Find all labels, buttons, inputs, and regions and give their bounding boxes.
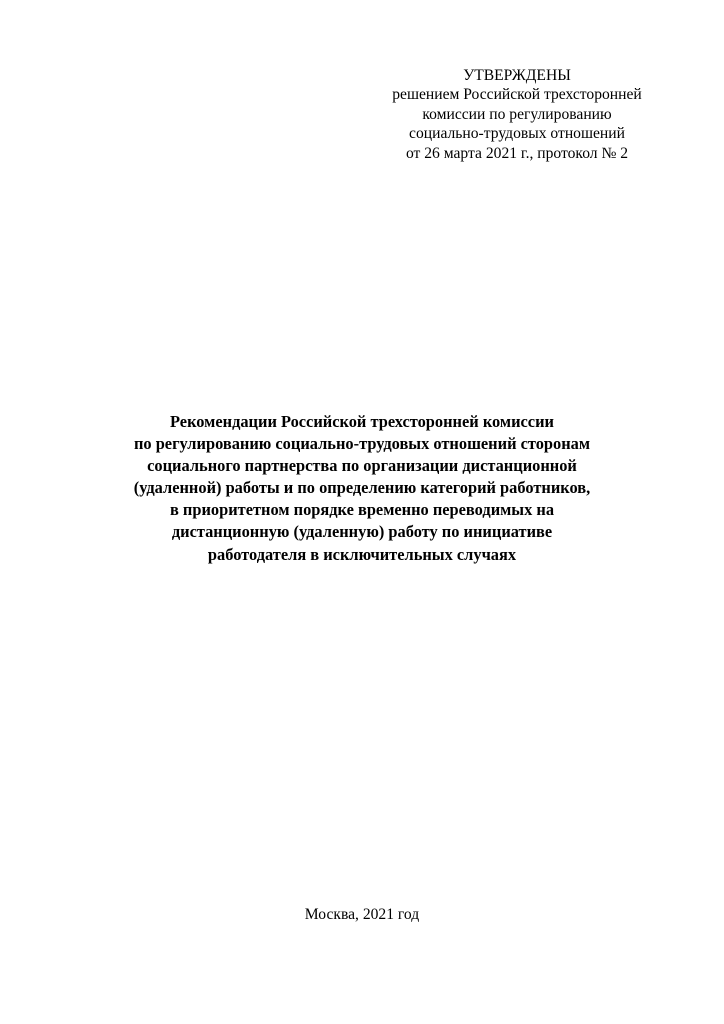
document-title — [70, 411, 654, 566]
title-line: работодателя в исключительных случаях — [207, 544, 517, 564]
title-line: (удаленной) работы и по определению категорий работников, — [133, 478, 591, 498]
approval-line: комиссии по регулированию — [422, 105, 612, 123]
approval-line: УТВЕРЖДЕНЫ — [463, 67, 571, 84]
title-line: социального партнерства по организации дистанционной — [147, 456, 577, 476]
approval-line: социально-трудовых отношений — [409, 125, 625, 143]
title-line: в приоритетном порядке временно переводимых на — [169, 500, 555, 520]
approval-line: от 26 марта 2021 г., протокол № 2 — [405, 144, 629, 162]
title-line: Рекомендации Российской трехсторонней комиссии — [170, 412, 554, 431]
approval-block — [376, 66, 658, 163]
approval-line: решением Российской трехсторонней — [392, 86, 642, 104]
title-line: по регулированию социально-трудовых отношений сторонам — [133, 434, 591, 454]
place-and-year: Москва, 2021 год — [304, 906, 420, 923]
title-line: дистанционную (удаленную) работу по инициативе — [171, 522, 553, 542]
